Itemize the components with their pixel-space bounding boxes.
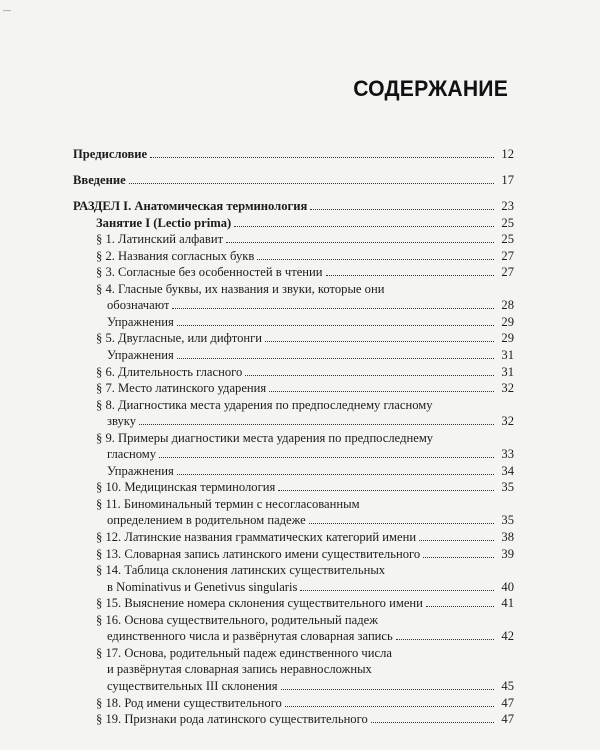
dot-leader	[172, 308, 494, 309]
toc-entry-p5[interactable]	[73, 330, 514, 347]
toc-entry-label: в Nominativus и Genetivus singularis	[107, 579, 298, 594]
toc-entry-label: § 5. Двугласные, или дифтонги	[96, 331, 263, 346]
toc-entry-label: Занятие I (Lectio prima)	[96, 215, 232, 230]
toc-entry-lesson-1[interactable]	[73, 215, 514, 232]
toc-page-number: 29	[501, 331, 514, 346]
dot-leader	[139, 424, 494, 425]
toc-entry-label: Упражнения	[107, 348, 174, 363]
toc-page-number: 40	[501, 579, 514, 594]
dot-leader	[245, 375, 494, 376]
toc-entry-label: обозначают	[107, 298, 170, 313]
toc-entry-exercises-1[interactable]	[73, 314, 514, 331]
toc-page-number: 41	[501, 596, 514, 611]
toc-entry-label: определением в родительном падеже	[107, 513, 306, 528]
toc-page-number: 45	[501, 678, 514, 693]
toc-entry-label: существительных III склонения	[107, 678, 278, 693]
toc-entry-p16[interactable]	[73, 628, 514, 645]
dot-leader	[423, 557, 494, 558]
toc-page-number: 28	[501, 298, 514, 313]
dot-leader	[257, 259, 494, 260]
toc-entry-label: гласному	[107, 447, 157, 462]
toc-entry-exercises-2[interactable]	[73, 347, 514, 364]
toc-entry-p2[interactable]	[73, 248, 514, 265]
toc-entry-p4[interactable]	[73, 297, 514, 314]
toc-entry-p17-line1[interactable]: § 17. Основа, родительный падеж единственного числа	[96, 645, 392, 660]
table-of-contents	[73, 146, 514, 728]
toc-entry-label: Введение	[73, 172, 126, 187]
toc-entry-p4-line1[interactable]: § 4. Гласные буквы, их названия и звуки, которые они	[96, 281, 385, 296]
toc-page-number: 31	[501, 348, 514, 363]
toc-entry-label: § 10. Медицинская терминология	[96, 480, 276, 495]
toc-entry-section-1[interactable]	[73, 198, 514, 215]
dot-leader	[159, 457, 494, 458]
toc-page-number: 38	[501, 530, 514, 545]
dot-leader	[177, 358, 494, 359]
toc-entry-p17[interactable]	[73, 678, 514, 695]
toc-page-number: 47	[501, 712, 514, 727]
dot-leader	[150, 157, 494, 158]
toc-entry-label: § 15. Выяснение номера склонения существительного имени	[96, 596, 423, 611]
page-title: СОДЕРЖАНИЕ	[353, 76, 508, 101]
dot-leader	[177, 325, 494, 326]
toc-entry-preface[interactable]	[73, 146, 514, 163]
toc-page-number: 35	[501, 480, 514, 495]
toc-entry-exercises-3[interactable]	[73, 463, 514, 480]
toc-page-number: 34	[501, 463, 514, 478]
dot-leader	[226, 242, 494, 243]
toc-entry-p8-line1[interactable]: § 8. Диагностика места ударения по предпоследнему гласному	[96, 397, 433, 412]
dot-leader	[177, 474, 494, 475]
toc-entry-label: Упражнения	[107, 314, 174, 329]
toc-entry-label: звуку	[107, 414, 137, 429]
toc-page-number: 23	[501, 199, 514, 214]
toc-page-number: 32	[501, 414, 514, 429]
toc-entry-p11-line1[interactable]: § 11. Биноминальный термин с несогласованным	[96, 496, 360, 511]
toc-entry-label: РАЗДЕЛ I. Анатомическая терминология	[73, 199, 308, 214]
toc-entry-label: Упражнения	[107, 463, 174, 478]
toc-page-number: 39	[501, 546, 514, 561]
toc-entry-p18[interactable]	[73, 695, 514, 712]
toc-entry-label: § 1. Латинский алфавит	[96, 232, 224, 247]
toc-page-number: 27	[501, 248, 514, 263]
dot-leader	[309, 523, 494, 524]
toc-entry-p9[interactable]	[73, 446, 514, 463]
toc-entry-p14[interactable]	[73, 579, 514, 596]
toc-entry-label: § 2. Названия согласных букв	[96, 248, 255, 263]
toc-page-number: 47	[501, 695, 514, 710]
toc-page-number: 17	[501, 172, 514, 187]
dot-leader	[326, 275, 494, 276]
toc-entry-label: § 12. Латинские названия грамматических категорий имени	[96, 530, 417, 545]
toc-page-number: 32	[501, 381, 514, 396]
dot-leader	[396, 639, 494, 640]
toc-page-number: 35	[501, 513, 514, 528]
toc-entry-p9-line1[interactable]: § 9. Примеры диагностики места ударения по предпоследнему	[96, 430, 434, 445]
toc-entry-label: § 3. Согласные без особенностей в чтении	[96, 265, 323, 280]
dot-leader	[419, 540, 494, 541]
toc-page-number: 12	[501, 147, 514, 161]
toc-entry-p16-line1[interactable]: § 16. Основа существительного, родительный падеж	[96, 612, 378, 627]
dot-leader	[371, 722, 494, 723]
toc-entry-p14-line1[interactable]: § 14. Таблица склонения латинских существительных	[96, 563, 386, 578]
dot-leader	[234, 226, 494, 227]
toc-page-number: 27	[501, 265, 514, 280]
toc-entry-p10[interactable]	[73, 479, 514, 496]
toc-entry-label: § 7. Место латинского ударения	[96, 381, 267, 396]
toc-entry-label: Предисловие	[73, 147, 148, 161]
dot-leader	[426, 606, 494, 607]
toc-entry-label: § 6. Длительность гласного	[96, 364, 243, 379]
toc-entry-p19[interactable]	[73, 711, 514, 728]
dot-leader	[300, 590, 494, 591]
toc-entry-p17-line2[interactable]: и развёрнутая словарная запись неравносложных	[107, 662, 372, 677]
toc-entry-p6[interactable]	[73, 364, 514, 381]
page-edge-mark: —	[3, 6, 11, 15]
toc-page-number: 33	[501, 447, 514, 462]
toc-entry-intro[interactable]	[73, 172, 514, 189]
dot-leader	[278, 490, 494, 491]
dot-leader	[269, 391, 494, 392]
toc-entry-p12[interactable]	[73, 529, 514, 546]
toc-page-number: 31	[501, 364, 514, 379]
toc-entry-p13[interactable]	[73, 546, 514, 563]
toc-entry-p15[interactable]	[73, 595, 514, 612]
toc-entry-label: единственного числа и развёрнутая словарная запись	[107, 629, 393, 644]
toc-page-number: 42	[501, 629, 514, 644]
toc-entry-p8[interactable]	[73, 413, 514, 430]
dot-leader	[129, 183, 494, 184]
toc-entry-p1[interactable]	[73, 231, 514, 248]
toc-page-number: 25	[501, 232, 514, 247]
dot-leader	[285, 706, 494, 707]
toc-entry-label: § 19. Признаки рода латинского существительного	[96, 712, 368, 727]
toc-entry-label: § 13. Словарная запись латинского имени существительного	[96, 546, 421, 561]
toc-entry-p11[interactable]	[73, 512, 514, 529]
toc-page-number: 25	[501, 215, 514, 230]
dot-leader	[310, 209, 494, 210]
dot-leader	[281, 689, 495, 690]
toc-page-number: 29	[501, 314, 514, 329]
toc-entry-p7[interactable]	[73, 380, 514, 397]
toc-entry-label: § 18. Род имени существительного	[96, 695, 282, 710]
toc-entry-p3[interactable]	[73, 264, 514, 281]
dot-leader	[265, 341, 494, 342]
